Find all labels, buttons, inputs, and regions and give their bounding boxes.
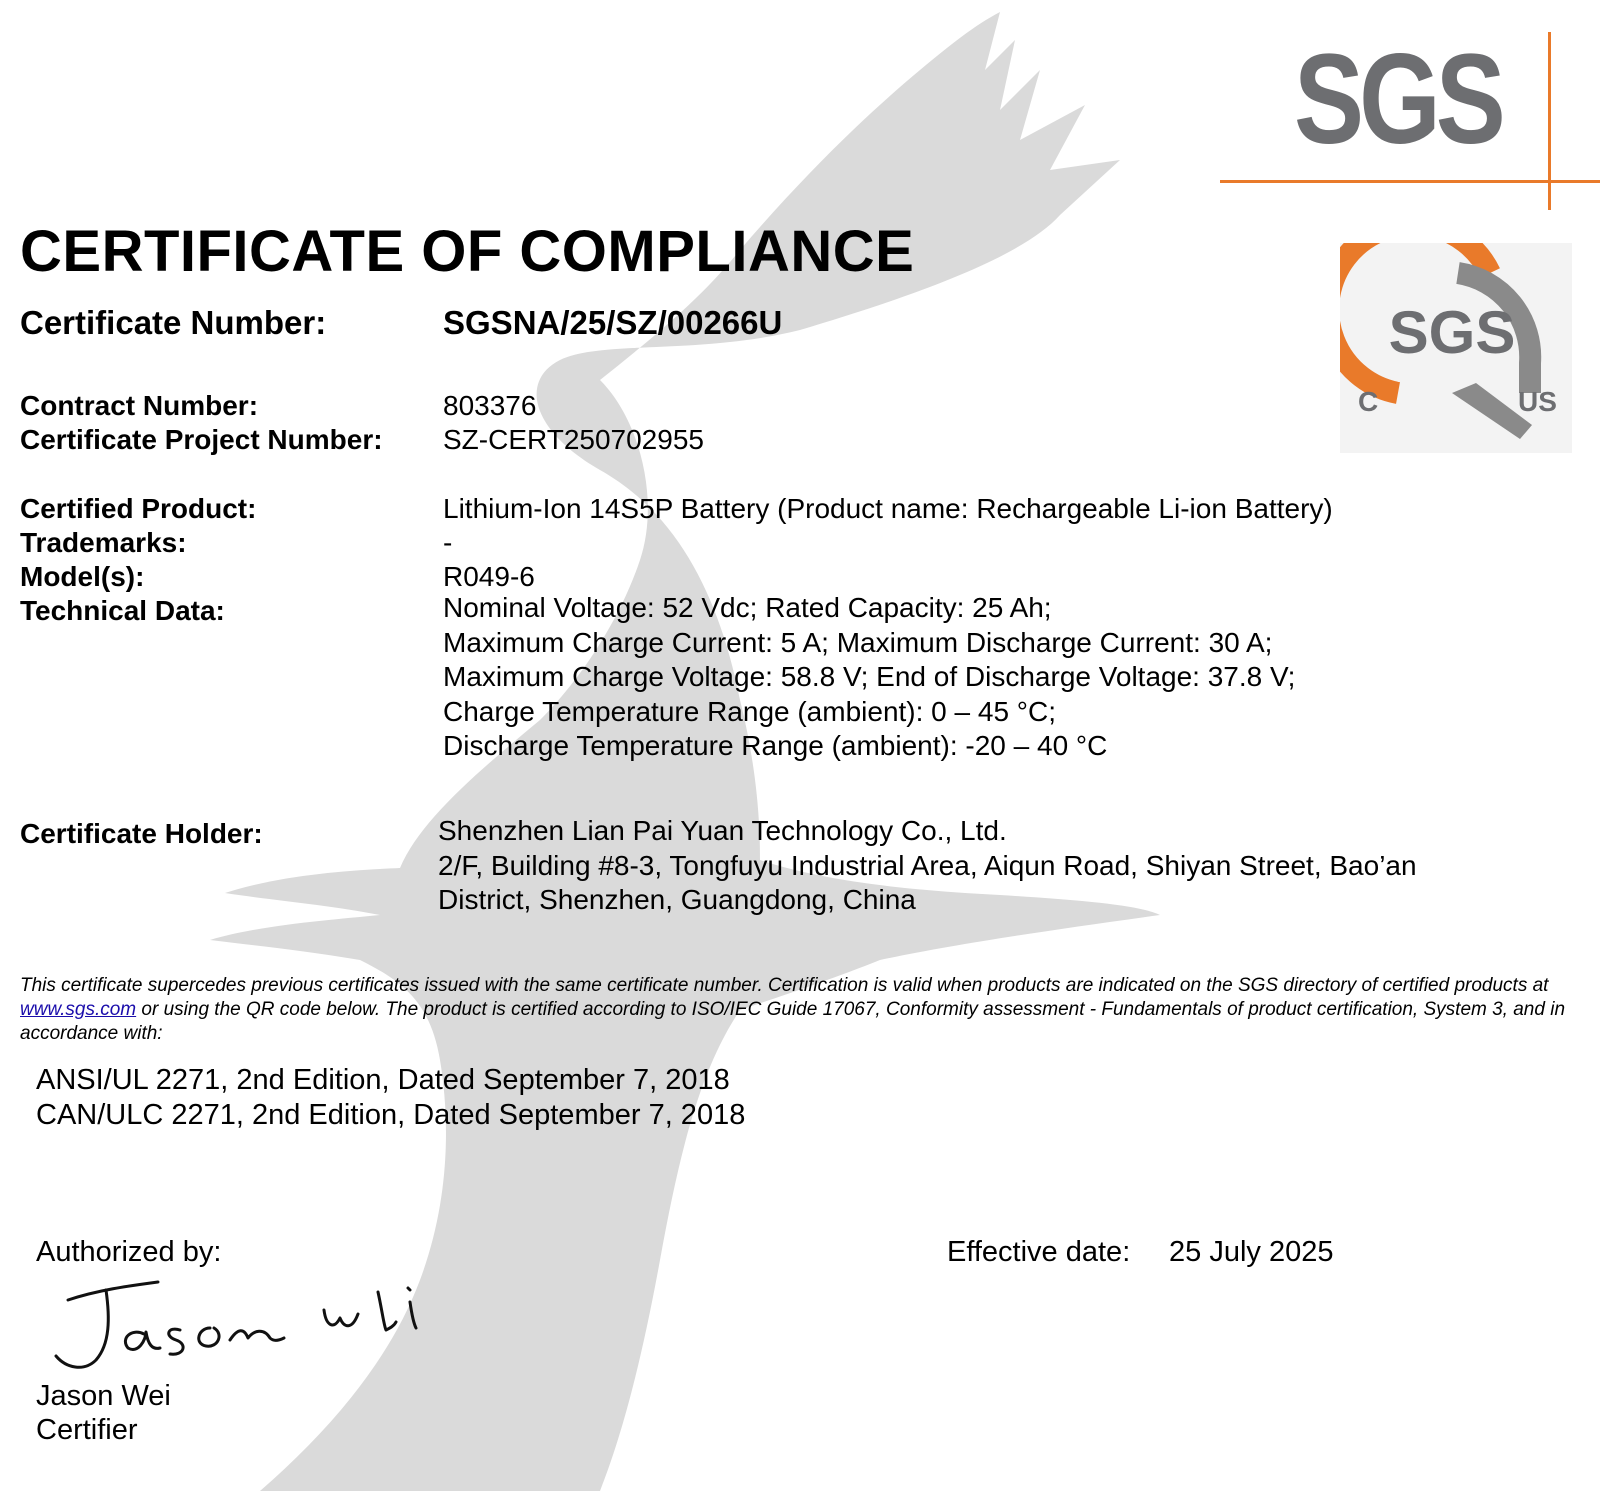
sgs-directory-link[interactable]: www.sgs.com <box>20 999 137 1020</box>
certificate-holder-label: Certificate Holder: <box>20 818 263 849</box>
project-number-value: SZ-CERT250702955 <box>443 424 704 455</box>
certified-product-label: Certified Product: <box>20 493 257 524</box>
standards-list <box>36 1063 745 1132</box>
signature-image <box>48 1278 438 1378</box>
logo-horizontal-line <box>1220 180 1600 183</box>
mark-center-text: SGS <box>1388 299 1516 366</box>
technical-data-line: Discharge Temperature Range (ambient): -20 – 40 °C <box>443 730 1108 761</box>
certificate-number-label: Certificate Number: <box>20 304 327 341</box>
models-value: R049-6 <box>443 561 535 592</box>
certificate-holder-block <box>438 814 1417 918</box>
technical-data-line: Maximum Charge Current: 5 A; Maximum Discharge Current: 30 A; <box>443 626 1273 658</box>
disclaimer-text <box>20 974 1580 1046</box>
mark-right-text: US <box>1518 386 1557 417</box>
standard-item: CAN/ULC 2271, 2nd Edition, Dated September 7, 2018 <box>36 1098 746 1131</box>
mark-left-text: C <box>1358 386 1379 417</box>
logo-vertical-line <box>1548 32 1551 210</box>
trademarks-value: - <box>443 527 453 558</box>
technical-data-line: Nominal Voltage: 52 Vdc; Rated Capacity: 25 Ah; <box>443 592 1052 623</box>
contract-number-label: Contract Number: <box>20 390 259 421</box>
authorized-by-label: Authorized by: <box>36 1236 222 1268</box>
holder-line: 2/F, Building #8-3, Tongfuyu Industrial Area, Aiqun Road, Shiyan Street, Bao’an <box>438 849 1417 881</box>
technical-data-line: Maximum Charge Voltage: 58.8 V; End of Discharge Voltage: 37.8 V; <box>443 661 1296 692</box>
holder-line: District, Shenzhen, Guangdong, China <box>438 884 916 915</box>
technical-data-label: Technical Data: <box>20 595 225 626</box>
sgs-logo <box>1220 28 1600 212</box>
effective-date-label: Effective date: <box>947 1236 1131 1268</box>
page-title: CERTIFICATE OF COMPLIANCE <box>20 219 915 284</box>
disclaimer-part1: This certificate supercedes previous certificates issued with the same certificate number. Certification is valid when products are indicated on the SGS directory of certified products at <box>20 975 1549 996</box>
standard-item: ANSI/UL 2271, 2nd Edition, Dated September 7, 2018 <box>36 1064 730 1096</box>
certified-product-value: Lithium-Ion 14S5P Battery (Product name: Rechargeable Li-ion Battery) <box>443 493 1333 524</box>
holder-line: Shenzhen Lian Pai Yuan Technology Co., Ltd. <box>438 815 1007 846</box>
effective-date-value: 25 July 2025 <box>1169 1236 1334 1268</box>
trademarks-label: Trademarks: <box>20 527 187 558</box>
signer-name: Jason Wei <box>36 1380 171 1412</box>
models-label: Model(s): <box>20 561 145 592</box>
technical-data-block <box>443 591 1295 764</box>
disclaimer-part2: or using the QR code below. The product is certified according to ISO/IEC Guide 17067, Conformity assessment - Fundamentals of product certification, System 3, and in accordance with: <box>20 999 1566 1044</box>
project-number-label: Certificate Project Number: <box>20 424 383 455</box>
certification-mark-icon <box>1340 243 1572 453</box>
sgs-cus-mark <box>1340 243 1572 453</box>
contract-number-value: 803376 <box>443 390 537 421</box>
certificate-number-value: SGSNA/25/SZ/00266U <box>443 304 783 341</box>
signer-role: Certifier <box>36 1414 138 1446</box>
sgs-logo-text: SGS <box>1294 28 1501 171</box>
technical-data-line: Charge Temperature Range (ambient): 0 – 45 °C; <box>443 695 1057 727</box>
